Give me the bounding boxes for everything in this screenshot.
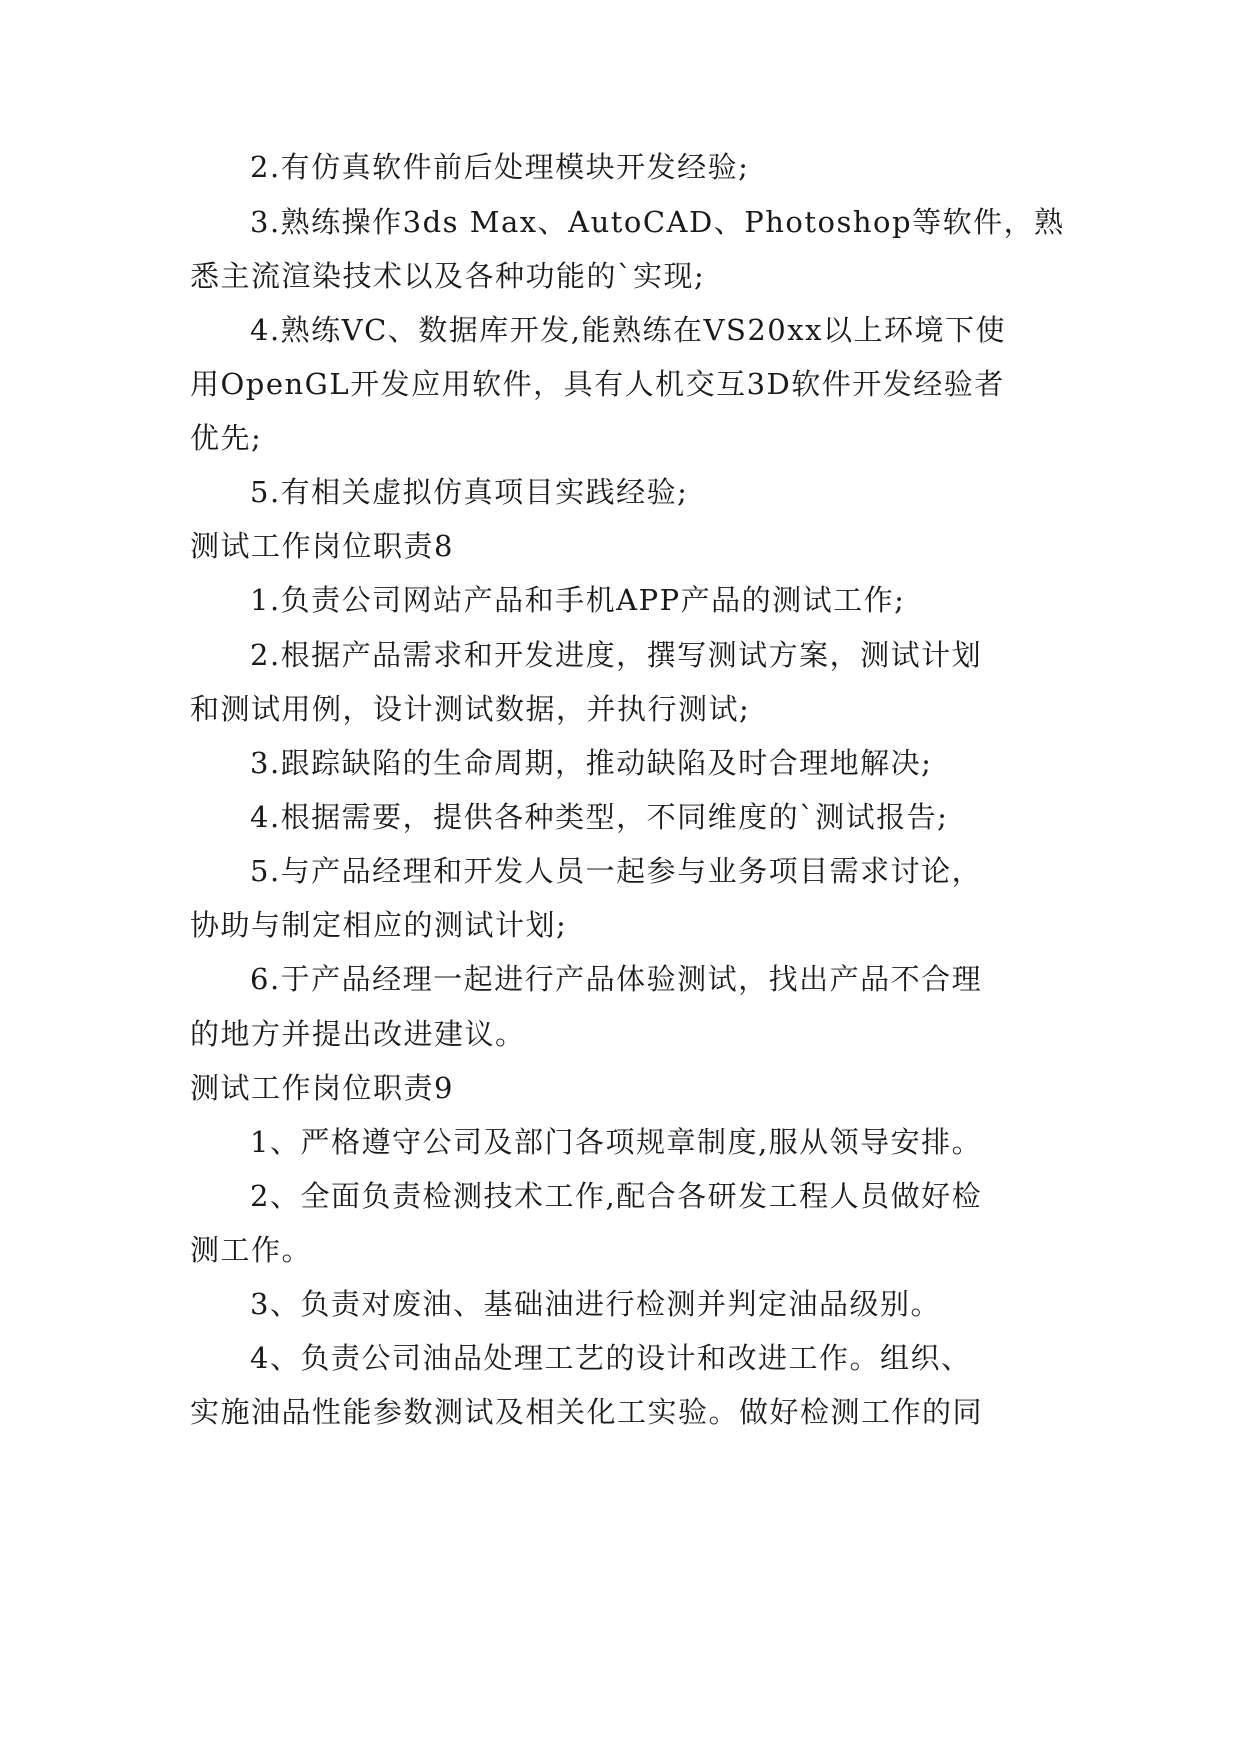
text-line: 3.跟踪缺陷的生命周期，推动缺陷及时合理地解决; [250,746,933,780]
text-line: 6.于产品经理一起进行产品体验测试，找出产品不合理 [250,962,983,996]
text-line: 3.熟练操作3ds Max、AutoCAD、Photoshop等软件，熟 [250,205,1065,239]
text-line: 1、严格遵守公司及部门各项规章制度,服从领导安排。 [250,1125,983,1159]
text-line: 协助与制定相应的测试计划; [190,908,568,942]
text-line: 5.与产品经理和开发人员一起参与业务项目需求讨论， [250,854,983,888]
text-line: 4.熟练VC、数据库开发,能熟练在VS20xx以上环境下使 [250,313,1006,347]
text-line: 的地方并提出改进建议。 [190,1017,526,1051]
text-line: 2.根据产品需求和开发进度，撰写测试方案，测试计划 [250,638,983,672]
text-line: 3、负责对废油、基础油进行检测并判定油品级别。 [250,1287,941,1321]
text-line: 和测试用例，设计测试数据，并执行测试; [190,692,751,726]
text-line: 测工作。 [190,1233,313,1267]
text-line: 4、负责公司油品处理工艺的设计和改进工作。组织、 [250,1341,972,1375]
text-line: 4.根据需要，提供各种类型，不同维度的`测试报告; [250,800,949,834]
text-line: 悉主流渲染技术以及各种功能的`实现; [190,259,706,293]
text-line: 用OpenGL开发应用软件，具有人机交互3D软件开发经验者 [190,367,1005,401]
text-line: 优先; [190,421,263,455]
section-heading: 测试工作岗位职责9 [190,1071,454,1105]
text-line: 2、全面负责检测技术工作,配合各研发工程人员做好检 [250,1179,983,1213]
text-line: 实施油品性能参数测试及相关化工实验。做好检测工作的同 [190,1395,984,1429]
text-line: 2.有仿真软件前后处理模块开发经验; [250,150,750,184]
text-line: 1.负责公司网站产品和手机APP产品的测试工作; [250,583,906,617]
section-heading: 测试工作岗位职责8 [190,529,454,563]
text-line: 5.有相关虚拟仿真项目实践经验; [250,475,689,509]
